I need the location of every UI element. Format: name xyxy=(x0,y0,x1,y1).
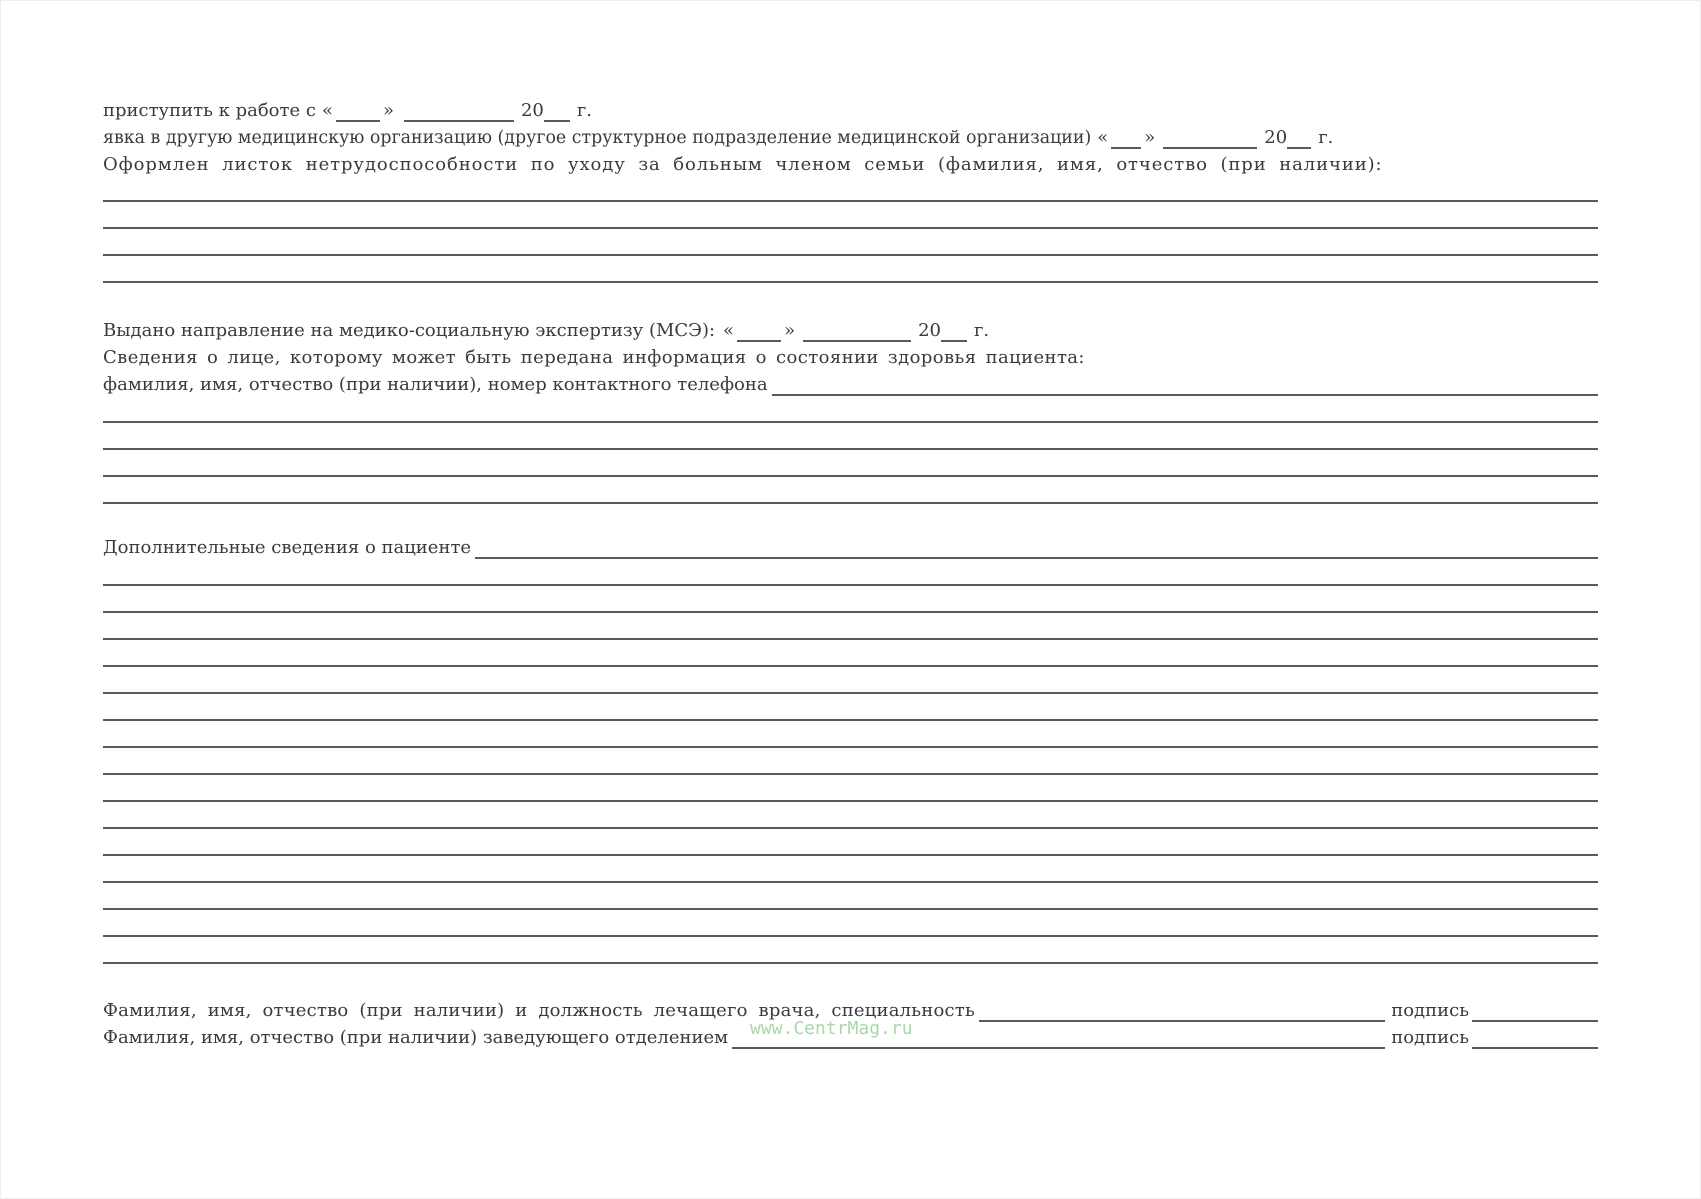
return-year-prefix: 20 xyxy=(520,100,544,121)
contact-person-label: фамилия, имя, отчество (при наличии), номер контактного телефона xyxy=(103,374,768,395)
additional-write-line[interactable] xyxy=(103,881,1598,883)
other-org-day-field[interactable] xyxy=(1111,131,1141,149)
additional-write-line[interactable] xyxy=(103,746,1598,748)
quote-open: « xyxy=(723,320,735,341)
additional-write-line[interactable] xyxy=(103,665,1598,667)
additional-info-line xyxy=(103,537,1598,559)
quote-open: « xyxy=(1097,127,1109,148)
additional-write-line[interactable] xyxy=(103,611,1598,613)
additional-write-line[interactable] xyxy=(103,584,1598,586)
attending-doctor-label: Фамилия, имя, отчество (при наличии) и должность лечащего врача, специальность xyxy=(103,1000,975,1021)
additional-info-label: Дополнительные сведения о пациенте xyxy=(103,537,472,558)
additional-write-line[interactable] xyxy=(103,638,1598,640)
return-year-suffix: г. xyxy=(576,100,593,121)
quote-open: « xyxy=(321,100,333,121)
care-sheet-line xyxy=(103,154,1598,176)
other-org-month-field[interactable] xyxy=(1163,131,1257,149)
additional-info-field[interactable] xyxy=(475,541,1598,559)
contact-person-line xyxy=(103,374,1598,396)
contact-write-line[interactable] xyxy=(103,475,1598,477)
mse-referral-label: Выдано направление на медико-социальную экспертизу (МСЭ): xyxy=(103,320,716,341)
return-to-work-line xyxy=(103,100,1598,122)
additional-write-line[interactable] xyxy=(103,827,1598,829)
quote-close: » xyxy=(1144,127,1156,148)
additional-write-line[interactable] xyxy=(103,719,1598,721)
mse-year-prefix: 20 xyxy=(918,320,941,341)
additional-write-line[interactable] xyxy=(103,908,1598,910)
department-head-label: Фамилия, имя, отчество (при наличии) заведующего отделением xyxy=(103,1027,729,1048)
attending-doctor-signature-label: подпись xyxy=(1391,1000,1469,1021)
other-org-year-field[interactable] xyxy=(1287,131,1311,149)
quote-close: » xyxy=(784,320,796,341)
care-sheet-write-line[interactable] xyxy=(103,200,1598,202)
other-org-year-suffix: г. xyxy=(1318,127,1334,148)
mse-year-suffix: г. xyxy=(973,320,990,341)
mse-month-field[interactable] xyxy=(803,324,911,342)
care-sheet-write-line[interactable] xyxy=(103,227,1598,229)
additional-write-line[interactable] xyxy=(103,854,1598,856)
additional-write-line[interactable] xyxy=(103,935,1598,937)
return-day-field[interactable] xyxy=(336,104,380,122)
contact-write-line[interactable] xyxy=(103,448,1598,450)
contact-write-line[interactable] xyxy=(103,421,1598,423)
watermark: www.CentrMag.ru xyxy=(750,1018,913,1039)
contact-person-field[interactable] xyxy=(772,378,1598,396)
additional-write-line[interactable] xyxy=(103,962,1598,964)
return-to-work-label: приступить к работе с xyxy=(103,100,316,121)
return-year-field[interactable] xyxy=(544,104,570,122)
contact-person-intro: Сведения о лице, которому может быть передана информация о состоянии здоровья пациента: xyxy=(103,347,1085,368)
other-org-year-prefix: 20 xyxy=(1264,127,1288,148)
contact-person-intro-line xyxy=(103,347,1598,369)
return-month-field[interactable] xyxy=(404,104,514,122)
contact-write-line[interactable] xyxy=(103,502,1598,504)
other-org-label: явка в другую медицинскую организацию (другое структурное подразделение медицинской организации) xyxy=(103,128,1092,148)
attending-doctor-field[interactable] xyxy=(979,1004,1385,1022)
mse-referral-line xyxy=(103,320,1598,342)
care-sheet-label: Оформлен листок нетрудоспособности по уходу за больным членом семьи (фамилия, имя, отчество (при наличии): xyxy=(103,154,1383,175)
quote-close: » xyxy=(382,100,394,121)
department-head-signature-label: подпись xyxy=(1391,1027,1469,1048)
additional-write-line[interactable] xyxy=(103,773,1598,775)
department-head-signature-field[interactable] xyxy=(1472,1031,1598,1049)
care-sheet-write-line[interactable] xyxy=(103,254,1598,256)
mse-day-field[interactable] xyxy=(737,324,781,342)
additional-write-line[interactable] xyxy=(103,692,1598,694)
care-sheet-write-line[interactable] xyxy=(103,281,1598,283)
mse-year-field[interactable] xyxy=(941,324,967,342)
additional-write-line[interactable] xyxy=(103,800,1598,802)
attending-doctor-signature-field[interactable] xyxy=(1472,1004,1598,1022)
other-org-line xyxy=(103,127,1598,149)
